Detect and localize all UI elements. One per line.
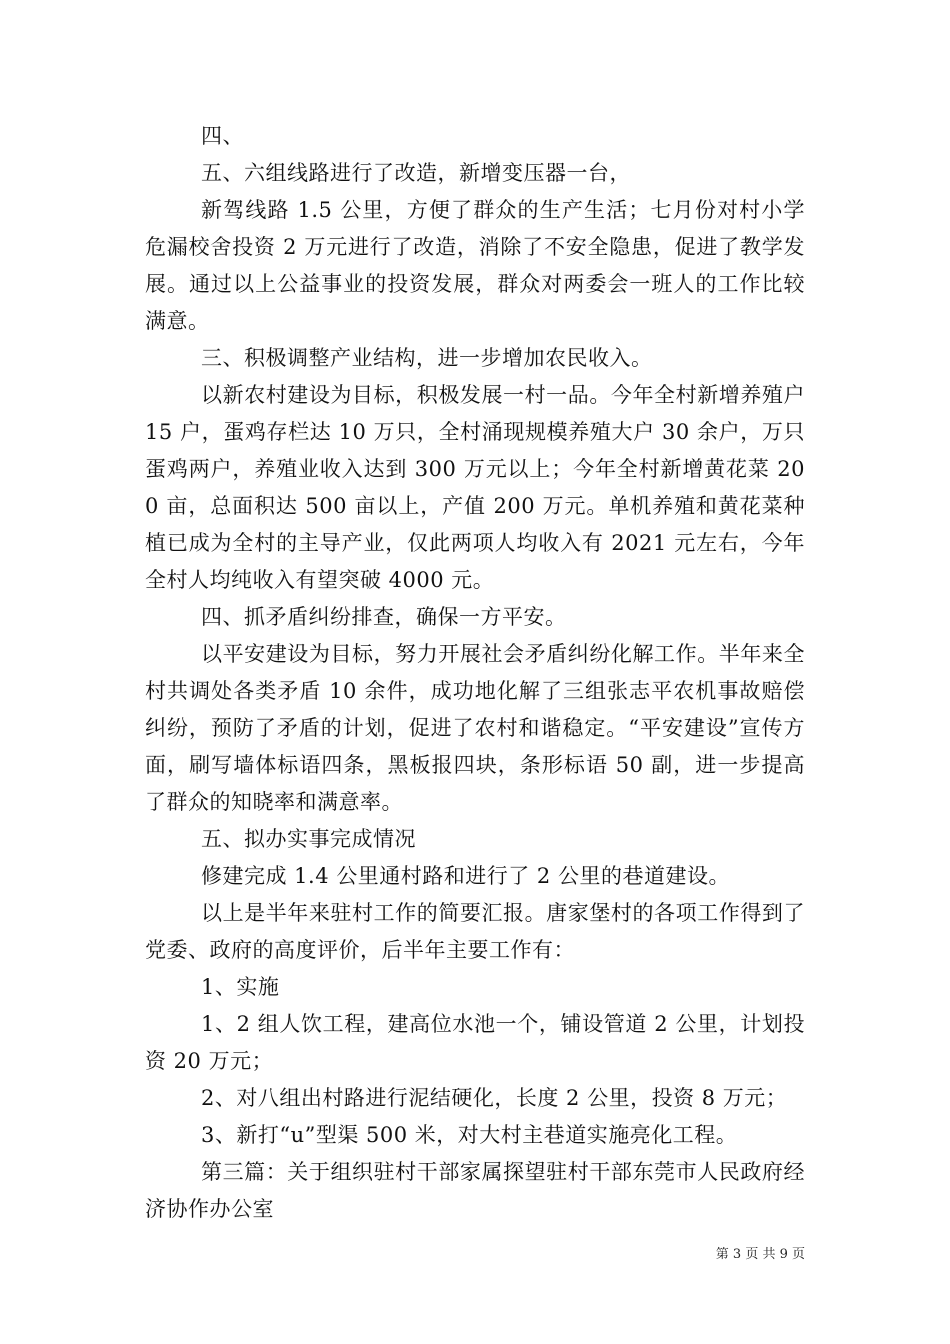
paragraph-summary: 以上是半年来驻村工作的简要汇报。唐家堡村的各项工作得到了党委、政府的高度评价，后半年主要工作有： [145,901,805,962]
paragraph-item-3: 3、新打“u”型渠 500 米，对大村主巷道实施亮化工程。 [201,1123,738,1147]
paragraph-safety: 以平安建设为目标，努力开展社会矛盾纠纷化解工作。半年来全村共调处各类矛盾 10 余件，成功地化解了三组张志平农机事故赔偿纠纷，预防了矛盾的计划，促进了农村和谐稳定。“平安建设”宣传方面，刷写墙体标语四条，黑板报四块，条形标语 50 副，进一步提高了群众的知晓率和满意率。 [145,642,805,814]
paragraph-roads: 修建完成 1.4 公里通村路和进行了 2 公里的巷道建设。 [201,864,730,888]
paragraph-heading-industry: 三、积极调整产业结构，进一步增加农民收入。 [201,346,653,370]
document-body [145,118,805,1228]
paragraph-item-1: 1、2 组人饮工程，建高位水池一个，铺设管道 2 公里，计划投资 20 万元； [145,1012,805,1073]
paragraph-implement: 1、实施 [201,975,280,999]
paragraph-third-article: 第三篇：关于组织驻村干部家属探望驻村干部东莞市人民政府经济协作办公室 [145,1160,805,1221]
paragraph-industry: 以新农村建设为目标，积极发展一村一品。今年全村新增养殖户 15 户，蛋鸡存栏达 10 万只，全村涌现规模养殖大户 30 余户，万只蛋鸡两户，养殖业收入达到 300 万元以上；今年全村新增黄花菜 200 亩，总面积达 500 亩以上，产值 200 万元。单机养殖和黄花菜种植已成为全村的主导产业，仅此两项人均收入有 2021 元左右，今年全村人均纯收入有望突破 4000 元。 [145,383,805,592]
paragraph-heading-4: 四、 [201,124,244,148]
paragraph-item-2: 2、对八组出村路进行泥结硬化，长度 2 公里，投资 8 万元； [201,1086,788,1110]
paragraph-heading-safety: 四、抓矛盾纠纷排查，确保一方平安。 [201,605,567,629]
page-number: 第 3 页 共 9 页 [715,1247,805,1262]
paragraph-heading-tasks: 五、拟办实事完成情况 [201,827,416,851]
paragraph-heading-5: 五、六组线路进行了改造，新增变压器一台， [201,161,631,185]
paragraph-power-lines: 新驾线路 1.5 公里，方便了群众的生产生活；七月份对村小学危漏校舍投资 2 万元进行了改造，消除了不安全隐患，促进了教学发展。通过以上公益事业的投资发展，群众对两委会一班人的工作比较满意。 [145,198,805,333]
